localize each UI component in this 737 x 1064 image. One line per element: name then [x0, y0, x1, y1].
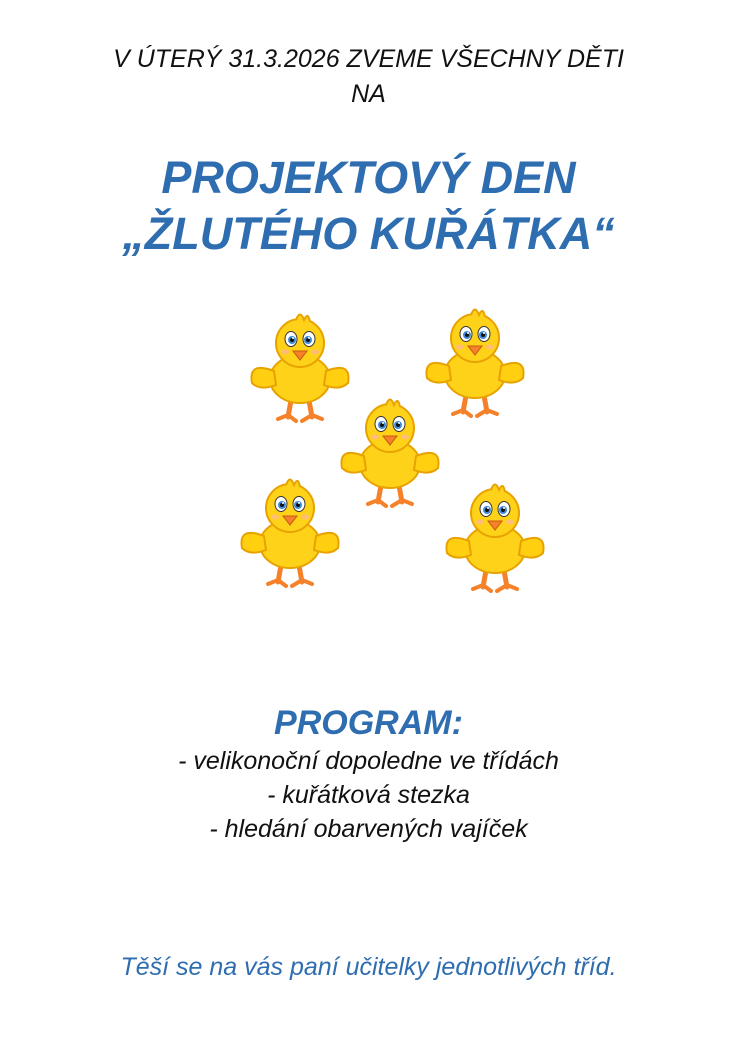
program-list: [0, 744, 737, 846]
chick-bottom-left: [241, 480, 338, 587]
event-title-line-1: PROJEKTOVÝ DEN: [161, 152, 576, 203]
chick-bottom-right: [446, 485, 543, 592]
chick-top-left: [251, 315, 348, 422]
event-title: [0, 150, 737, 262]
event-title-line-2: „ŽLUTÉHO KUŘÁTKA“: [122, 208, 615, 259]
chick-top-right: [426, 310, 523, 417]
program-heading: PROGRAM:: [274, 704, 463, 742]
program-item: - kuřátková stezka: [267, 781, 470, 809]
invitation-line-1: V ÚTERÝ 31.3.2026 ZVEME VŠECHNY DĚTI: [113, 45, 624, 73]
invitation-line-2: NA: [351, 80, 386, 108]
program-item: - velikonoční dopoledne ve třídách: [178, 747, 559, 775]
invitation-text: [0, 42, 737, 112]
program-item: - hledání obarvených vajíček: [209, 815, 528, 843]
chicks-illustration: [225, 295, 555, 625]
chick-center: [341, 400, 438, 507]
signoff-text: Těší se na vás paní učitelky jednotlivých tříd.: [120, 953, 617, 981]
